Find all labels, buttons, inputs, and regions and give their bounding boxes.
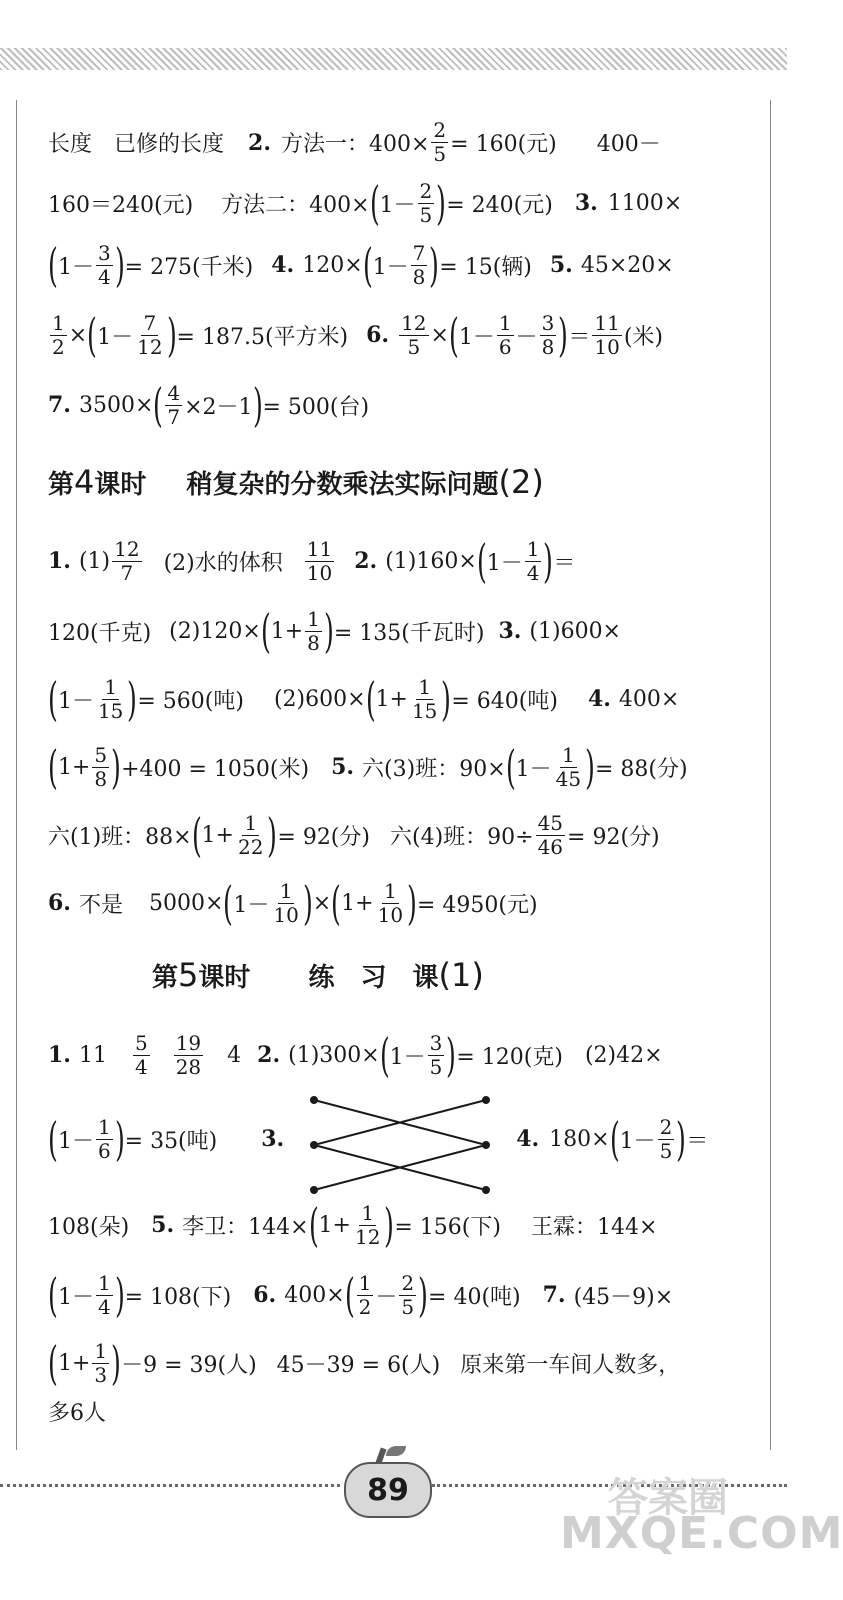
fraction: $\frac{7}{12}$ — [137, 310, 163, 359]
lesson-heading — [152, 956, 484, 994]
text: 45×20× — [580, 252, 674, 278]
fraction: $\frac{1}{6}$ — [97, 1114, 111, 1163]
item-number: 2. — [248, 129, 271, 156]
heading-title: 稍复杂的分数乘法实际问题 — [186, 470, 499, 500]
text: = 15(辆) — [439, 254, 532, 280]
fraction: $\frac{2}{5}$ — [419, 178, 433, 227]
item-number: 7. — [542, 1282, 566, 1308]
item-number: 6. — [48, 890, 71, 916]
item-number: 4. — [516, 1126, 540, 1152]
answer-line: 六(1)班：88× ( 1+ $\frac{1}{22}$ ) = 92(分) 六(4)班：90÷ $\frac{45}{46}$ = 92(分) — [48, 808, 660, 862]
fraction: $\frac{1}{4}$ — [97, 1270, 111, 1319]
fraction: $\frac{7}{8}$ — [412, 240, 426, 289]
answer-line: ( 1+ $\frac{1}{3}$ ) －9 = 39(人) 45－39 = 6(人) 原来第一车间人数多， — [48, 1336, 681, 1390]
answer-line: 108(朵) 5. 李卫：144× ( 1+ $\frac{1}{12}$ ) = 156(下) 王霖：144× — [48, 1198, 658, 1252]
fraction: $\frac{2}{5}$ — [401, 1270, 415, 1319]
item-number: 5. — [549, 252, 573, 278]
text: (2)120× — [169, 618, 261, 644]
text: = 92(分) — [567, 824, 660, 850]
match-dot — [310, 1096, 318, 1104]
watermark-url: MXQE.COM — [560, 1508, 843, 1559]
fraction: $\frac{5}{4}$ — [134, 1030, 148, 1079]
text: = 108(下) — [124, 1284, 232, 1310]
text: 400× — [284, 1282, 345, 1308]
heading-number: 4 — [74, 463, 95, 501]
answer-line: ( 1－ $\frac{1}{4}$ ) = 108(下) 6. 400× ( $\frac{1}{2}$ － $\frac{2}{5}$ ) = 40(吨) 7. (45－9)× — [48, 1268, 674, 1322]
fraction: $\frac{1}{10}$ — [273, 878, 299, 927]
fraction: $\frac{1}{2}$ — [358, 1270, 372, 1319]
answer-line: ( 1－ $\frac{1}{6}$ ) = 35(吨) 3. 4. 180× ( 1－ $\frac{2}{5}$ ) ＝ — [48, 1112, 709, 1166]
text: (1)600× — [529, 618, 621, 644]
text: (45－9)× — [573, 1284, 674, 1310]
fraction: $\frac{1}{12}$ — [354, 1200, 381, 1249]
answer-line: $\frac{1}{2}$ × ( 1－ $\frac{7}{12}$ ) = 187.5(平方米) 6. $\frac{12}{5}$ × ( 1－ $\frac{1}{6}$ － $\frac{3}{8}$ ) ＝ $\frac{11}{10}$ (米) — [52, 308, 663, 362]
fraction: $\frac{1}{22}$ — [237, 810, 264, 859]
text: +400 = 1050(米) — [121, 756, 310, 782]
heading-suffix: 课时 — [94, 470, 147, 500]
match-dot — [482, 1141, 490, 1149]
item-number: 5. — [331, 754, 355, 780]
text: 王霖：144× — [530, 1214, 658, 1240]
text: ＝ — [553, 550, 576, 576]
fraction: $\frac{19}{28}$ — [175, 1030, 202, 1079]
answer-line — [48, 1396, 106, 1427]
item-number: 3. — [261, 1126, 285, 1152]
fraction: $\frac{4}{7}$ — [167, 380, 181, 429]
text: (1) — [78, 548, 111, 574]
text: = 4950(元) — [417, 892, 538, 918]
text: (2)42× — [584, 1042, 663, 1068]
item-number: 5. — [151, 1212, 175, 1238]
fraction: $\frac{3}{5}$ — [429, 1030, 443, 1079]
text: = 40(吨) — [428, 1284, 521, 1310]
text: 120× — [302, 252, 363, 278]
heading-number: 5 — [178, 956, 199, 994]
fraction: $\frac{12}{5}$ — [401, 310, 427, 359]
text: 180× — [549, 1126, 610, 1152]
answer-line: 1. (1) $\frac{12}{7}$ (2)水的体积 $\frac{11}{10}$ 2. (1)160× ( 1－ $\frac{1}{4}$ ) ＝ — [48, 534, 576, 588]
fraction: $\frac{1}{45}$ — [555, 742, 582, 791]
item-number: 4. — [271, 252, 295, 278]
text: 方法一：400× — [280, 132, 430, 157]
fraction: $\frac{1}{15}$ — [411, 674, 438, 723]
text: = 92(分) — [277, 824, 370, 850]
fraction: $\frac{1}{2}$ — [52, 310, 65, 359]
text: (2)水的体积 — [163, 550, 283, 576]
text: = 640(吨) — [451, 688, 558, 714]
text: 160＝240(元) — [48, 192, 194, 218]
text: 4 — [227, 1042, 242, 1068]
text: 3500× — [78, 392, 154, 418]
item-number: 4. — [587, 686, 611, 712]
text: = 35(吨) — [124, 1128, 218, 1154]
text: 李卫：144× — [182, 1214, 309, 1240]
text: = 275(千米) — [124, 254, 254, 280]
item-number: 1. — [48, 1042, 71, 1068]
answer-line: ( 1+ $\frac{5}{8}$ ) +400 = 1050(米) 5. 六(3)班：90× ( 1－ $\frac{1}{45}$ ) = 88(分) — [48, 740, 688, 794]
fraction: $\frac{2}{5}$ — [659, 1114, 673, 1163]
item-number: 6. — [253, 1282, 277, 1308]
fraction: $\frac{3}{4}$ — [97, 240, 111, 289]
match-dot — [310, 1186, 318, 1194]
text: －9 = 39(人) — [121, 1352, 257, 1378]
text: (1)300× — [288, 1042, 380, 1068]
text: 六(3)班：90× — [362, 756, 506, 782]
fraction: $\frac{2}{5}$ — [433, 118, 447, 166]
text: 5000× — [148, 890, 224, 916]
text: = 187.5(平方米) — [176, 324, 349, 350]
fraction: $\frac{45}{46}$ — [537, 810, 564, 859]
watermark-logo: 答案圈 — [608, 1475, 728, 1521]
item-number: 3. — [498, 618, 522, 644]
match-dot — [482, 1186, 490, 1194]
text: 长度 已修的长度 — [48, 132, 225, 157]
top-border-band — [0, 48, 787, 70]
answer-line: ( 1－ $\frac{3}{4}$ ) = 275(千米) 4. 120× ( 1－ $\frac{7}{8}$ ) = 15(辆) 5. 45×20× — [48, 238, 674, 292]
text: 108(朵) — [48, 1214, 130, 1240]
text: = 240(元) — [446, 192, 553, 218]
text: (1)160× — [385, 548, 477, 574]
text: = 135(千瓦时) — [333, 620, 485, 646]
text: 多6人 — [48, 1401, 106, 1426]
text: 11 — [78, 1042, 107, 1068]
item-number: 2. — [354, 548, 378, 574]
heading-paren: (1) — [438, 956, 484, 994]
text: 六(1)班：88× — [48, 824, 192, 850]
text: 1100× — [607, 190, 683, 216]
answer-line: 160＝240(元) 方法二：400× ( 1－ $\frac{2}{5}$ ) = 240(元) 3. 1100× — [48, 176, 683, 230]
item-number: 7. — [48, 392, 71, 418]
text: × — [312, 890, 332, 916]
answer-line — [48, 120, 661, 165]
item-number: 3. — [574, 190, 598, 216]
text: = 500(台) — [262, 394, 370, 420]
text: ＝ — [686, 1128, 709, 1154]
text: 45－39 = 6(人) — [276, 1352, 441, 1378]
answer-line: 120(千克) (2)120× ( 1+ $\frac{1}{8}$ ) = 135(千瓦时) 3. (1)600× — [48, 604, 621, 658]
fraction: $\frac{1}{10}$ — [377, 878, 404, 927]
left-margin-line — [16, 100, 17, 1450]
fraction: $\frac{1}{15}$ — [97, 674, 124, 723]
answer-line: 6. 不是 5000× ( 1－ $\frac{1}{10}$ ) × ( 1+ $\frac{1}{10}$ ) = 4950(元) — [48, 876, 538, 930]
fraction: $\frac{5}{8}$ — [94, 742, 108, 791]
text: 六(4)班：90÷ — [389, 824, 534, 850]
answer-line: 1. 11 $\frac{5}{4}$ $\frac{19}{28}$ 4 2. (1)300× ( 1－ $\frac{3}{5}$ ) = 120(克) (2)42× — [48, 1028, 663, 1082]
heading-title: 练 习 课 — [308, 963, 439, 993]
lesson-heading — [48, 463, 544, 501]
fraction: $\frac{11}{10}$ — [594, 310, 620, 359]
text: ×2－1 — [184, 394, 253, 420]
heading-paren: (2) — [498, 463, 544, 501]
text: 方法二：400× — [221, 192, 370, 218]
answer-line: ( 1－ $\frac{1}{15}$ ) = 560(吨) (2)600× ( 1+ $\frac{1}{15}$ ) = 640(吨) 4. 400× — [48, 672, 680, 726]
heading-prefix: 第 — [48, 470, 75, 500]
text: = 120(克) — [456, 1044, 563, 1070]
text: 原来第一车间人数多， — [460, 1352, 681, 1378]
text: (米) — [623, 324, 663, 350]
text: 400× — [618, 686, 680, 712]
fraction: $\frac{3}{8}$ — [541, 310, 555, 359]
answer-line: 7. 3500× ( $\frac{4}{7}$ ×2－1 ) = 500(台) — [48, 378, 370, 432]
text: = 88(分) — [595, 756, 688, 782]
match-dot — [482, 1096, 490, 1104]
fraction: $\frac{12}{7}$ — [114, 536, 140, 585]
text: = 156(下) — [394, 1214, 501, 1240]
fraction: $\frac{1}{3}$ — [94, 1338, 108, 1387]
text: 400－ — [596, 132, 661, 157]
match-dot — [310, 1141, 318, 1149]
item-number: 1. — [48, 548, 71, 574]
heading-suffix: 课时 — [198, 963, 251, 993]
fraction: $\frac{11}{10}$ — [306, 536, 333, 585]
text: 不是 — [78, 892, 123, 918]
page-number: 89 — [344, 1462, 432, 1518]
text: = 560(吨) — [137, 688, 244, 714]
text: = 160(元) — [450, 132, 557, 157]
fraction: $\frac{1}{6}$ — [498, 310, 512, 359]
footer-dotted-line-left — [0, 1484, 340, 1497]
fraction: $\frac{1}{8}$ — [307, 606, 320, 655]
fraction: $\frac{1}{4}$ — [526, 536, 540, 585]
right-margin-line — [770, 100, 771, 1450]
matching-lines-diagram — [300, 1090, 500, 1200]
item-number: 6. — [366, 322, 390, 348]
item-number: 2. — [257, 1042, 281, 1068]
apple-leaf-icon — [386, 1446, 406, 1456]
heading-prefix: 第 — [152, 963, 179, 993]
text: (2)600× — [273, 686, 366, 712]
text: 120(千克) — [48, 620, 152, 646]
